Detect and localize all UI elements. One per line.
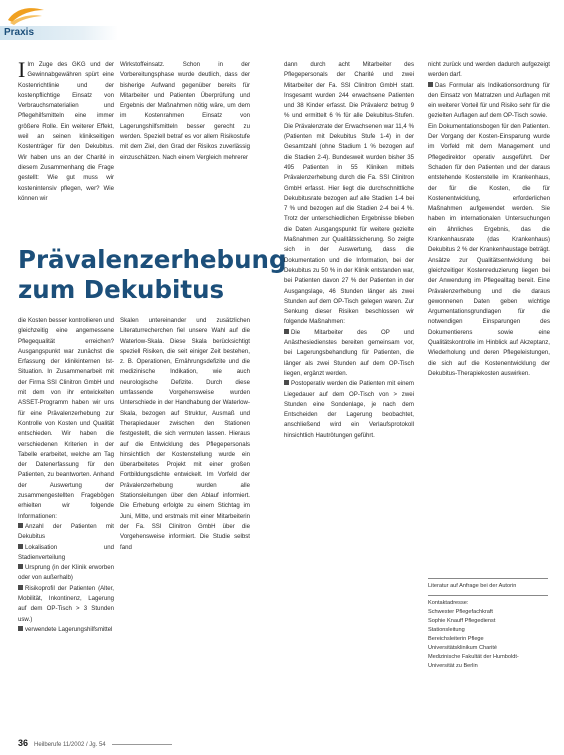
bullet-item: verwendete Lagerungshilfsmittel [18,625,114,635]
divider [428,578,548,579]
square-bullet-icon [18,544,23,549]
reference-line: Universität zu Berlin [428,663,478,669]
bullet-item: Risikoprofil der Patienten (Alter, Mobilität, Inkontinenz, Lagerung auf dem OP-Tisch > 3 Stunden usw.) [18,584,114,623]
body-paragraph: die Kosten besser kontrollieren und gleichzeitig eine angemessene Pflegequalität erreichen? Ausgangspunkt war zunächst die Erfassung der klinikinternen Ist-Situation. In Zusammenarbeit mit der Firma SSI Clinitron GmbH und mit dem von ihr entwickelten ASSET-Programm haben wir uns für eine Prävalenzerhebung zur Kontrolle von Kosten und Qualität entschieden. Wir haben die verschiedenen Kriterien in der Tabelle erarbeitet, welche am Tag der Datenerfassung für den Patienten, zu beantworten. Anhand der Auswertung der zusammengestellten Fragebögen erhielten wir folgende Informationen: [18,317,114,520]
reference-line: Bereichsleiterin Pflege [428,636,484,642]
square-bullet-icon [284,380,289,385]
body-paragraph: Skalen untereinander und zusätzlichen Literaturrecherchen fiel unsere Wahl auf die Waterlow-Skala. Diese Skala berücksichtigt speziell Risiken, die seit einiger Zeit bestehen, z. B. Operationen, Ernährungsdefizite und die medizinische Indikation, wie auch neurologische Defizite. Durch diese umfassende Vorgehensweise wurden Unterschiede in der Handhabung der Waterlow-Skala, bezogen auf Struktur, Ausmaß und Therapiedauer zwischen den Stationen festgestellt, die sich vermuten lassen. Hieraus auf die Entwicklung des Pflegepersonals hinsichtlich der Kostenstellung wurde ein überarbeitetes Projekt mit einer großen Fortbildungsdichte entwickelt. Im Vorfeld der Prävalenzerhebung wurden alle Stationsleitungen über den Ablauf informiert. Die Erhebung erfolgte zu einem Stichtag im Juni, Mitte, und erstmals mit einer Mitarbeiterin der Fa. SSI Clinitron GmbH über die Vorgehensweise informiert. Die Studie selbst fand [120,317,250,551]
column-4 [428,60,550,570]
square-bullet-icon [18,523,23,528]
bullet-item: Ursprung (in der Klinik erworben oder von außerhalb) [18,564,114,582]
reference-line: Stationsleitung [428,627,465,633]
section-label: Praxis [4,27,35,38]
reference-line: Universitätsklinikum Charité [428,645,498,651]
square-bullet-icon [18,626,23,631]
reference-box [428,578,548,671]
reference-line: Schwester Pflegefachkraft [428,609,493,615]
bullet-item: Das Formular als Indikationsordnung für den Einsatz von Matratzen und Auflagen mit ein weiterer Vorteil für und Risiko sehr für die gezielten Auflagen auf dem OP-Tisch sowie. [428,81,550,120]
orange-swoosh-logo-icon [6,4,46,26]
bullet-item: Lokalisation und Stadienverteilung [18,543,114,561]
article-headline [18,245,287,305]
reference-line: Kontaktadresse: [428,600,469,606]
reference-line: Medizinische Fakultät der Humboldt- [428,654,519,660]
square-bullet-icon [428,82,433,87]
square-bullet-icon [284,329,289,334]
body-paragraph: Ein Dokumentationsbogen für den Patienten. Der Vorgang der Kosten-Einsparung wurde im Vorfeld mit dem Management und Pflegedirektor operativ ausgeführt. Der Schaden für den Patienten und der daraus entstehende Kostenstelle im Krankenhaus, der für die Kosten, die für Kostenentwicklung, erforderlichen Maßnahmen aufgewendet werden. Sie haben im internationalen Untersuchungen ein ähnliches Ergebnis, das die Krankenhausrate (das Krankenhaus) Dekubitus 2 % der Krankenhaustage beträgt. Ansätze zur Qualitätsentwicklung bei gleichzeitiger Kostenreduzierung liegen bei der Anwendung im Pflegealltag bereit. Eine Prävalenzerhebung und die daraus gewonnenen Daten geben wichtige Argumentationsgrundlagen für die notwendigen Einsparungen des Dokumentierens sowie eine Qualitätskontrolle im Hinblick auf Akzeptanz, Wiederholung und deren Pflegeleistungen, die sich auf die Kostenentwicklung der Dekubitus-Therapiekosten auswirken. [428,122,550,377]
bullet-item: Anzahl der Patienten mit Dekubitus [18,522,114,541]
intro-paragraph: I Im Zuge des GKG und der Gewinnabgewähren spürt eine Kostenrichtlinie und der kostenpflichtige Einsatz von Verbrauchsmaterialien und Pflegehilfsmitteln eine immer größere Rolle. Ein weiterer Effekt, weil an seinen klinikseitigen Kostenträger für den Dekubitus. Wir haben uns an der Charité in diesem Zusammenhang die Frage gestellt: Wie gut muss wir kostenintensiv pflegen, wer? Wie können wir [18,60,114,202]
body-paragraph: nicht zurück und werden dadurch aufgezeigt werden darf. [428,61,550,79]
headline-line-1: Prävalenzerhebung [18,245,287,274]
headline-line-2: zum Dekubitus [18,275,225,304]
footer-rule [112,744,172,745]
dropcap: I [18,60,26,82]
body-paragraph: dann durch acht Mitarbeiter des Pflegepersonals der Charité und zwei Mitarbeiter der Fa. SSI Clinitron GmbH statt. Insgesamt wurden 244 erwachsene Patienten und 38 Kinder erfasst. Die Prävalenz betrug 9 % und ermittelt 6 % für alle Dekubitus-Stufen. Die Prävalenzrate der Erwachsenen war 11,4 % (Patienten mit Dekubitus Stufe 1-4) in der Gesamtzahl (ohne Stadium 1 % bezogen auf die Stadien 2-4). Bundesweit wurden bisher 35 495 Patienten in 55 Kliniken mittels Prävalenzerhebung durch die Fa. SSI Clinitron GmbH erfasst. Hier liegt die durchschnittliche Dekubitusrate bezogen auf alle Stadien 1-4 bei 7 % und bezogen auf die Stadien 2-4 bei 4 %. Trotz der unterschiedlichen Ergebnisse blieben die Daten Ausgangspunkt für weitere gezielte Maßnahmen zur Qualitätssicherung. So zeigte sich in der Auswertung, dass die Dokumentation und die Information, bei der Dekubitus zu 50 % in der Klinik entstanden war, bei Patienten davon 27 % der Patienten in der Ausgangslage, 46 Stunden länger als zwei Stunden auf dem OP-Tisch gelegen waren. Zur Senkung dieser Risiken beschlossen wir folgende Maßnahmen: [284,61,414,326]
square-bullet-icon [18,585,23,590]
square-bullet-icon [18,564,23,569]
divider [428,595,548,596]
body-paragraph: Wirkstoffeinsatz. Schon in der Vorbereitungsphase wurde deutlich, dass der bisherige Aufwand gegenüber bereits für Mitarbeiter und Patienten Überprüfung und Ergebnis der Maßnahmen nötig wäre, um dem im Kostenrahmen Einsatz von Lagerungshilfsmitteln besser gerecht zu werden. Speziell betraf es vor allem Risikostufe mit dem Ziel, den Grad der Risikos zuverlässig einzuschätzen. Nach einem Vergleich mehrerer [120,61,250,161]
page-number: 36 [18,738,29,748]
reference-line: Sophie Knauff Pflegedienst [428,618,496,624]
column-1-bottom [18,316,114,736]
bullet-item: Postoperativ werden die Patienten mit einem Liegedauer auf dem OP-Tisch von > zwei Stunden eine Sondenlage, je nach dem Entscheiden der Lagerung beobachtet, anschließend wird ein Verlaufsprotokoll hinsichtlich Hautrötungen geführt. [284,380,414,439]
section-bar [0,26,118,40]
bullet-item: Die Mitarbeiter des OP und Anästhesiedienstes bereiten gemeinsam vor, bei Lagerungsbehandlung für Patienten, die länger als zwei Stunden auf dem OP-Tisch liegen, ergänzt werden. [284,328,414,377]
column-2-top [120,60,250,240]
page-footer [18,738,172,748]
column-3 [284,60,414,736]
column-1-top [18,60,114,240]
column-2-bottom [120,316,250,736]
journal-info: Heilberufe 11/2002 / Jg. 54 [34,742,106,748]
reference-title: Literatur auf Anfrage bei der Autorin [428,583,517,589]
